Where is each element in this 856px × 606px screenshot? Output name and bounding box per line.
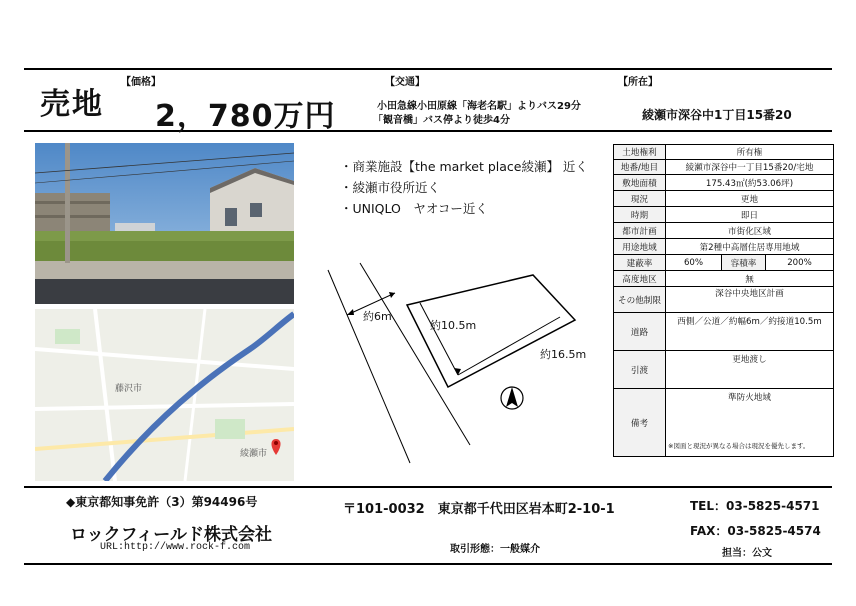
- field-value: 200%: [766, 255, 834, 271]
- field-label: 道路: [614, 313, 666, 351]
- field-value: 更地渡し: [666, 351, 834, 389]
- field-label: 引渡: [614, 351, 666, 389]
- table-row: [614, 175, 834, 191]
- license-number: ◆東京都知事免許（3）第94496号: [66, 495, 258, 509]
- field-label: 高度地区: [614, 271, 666, 287]
- feature-item: ・綾瀬市役所近く: [340, 180, 441, 195]
- company-address: 〒101-0032 東京都千代田区岩本町2-10-1: [343, 502, 615, 517]
- field-value: 深谷中央地区計画: [666, 287, 834, 313]
- table-row: [614, 145, 834, 160]
- map-label: 藤沢市: [115, 383, 143, 393]
- table-row: [614, 287, 834, 313]
- access-line-1: 小田急線小田原線「海老名駅」よりバス29分: [377, 101, 581, 112]
- access-line-2: 「観音橋」バス停より徒歩4分: [373, 115, 510, 126]
- price-value: 2，780万円: [155, 99, 336, 134]
- table-row: [614, 191, 834, 207]
- field-label: 時期: [614, 207, 666, 223]
- table-row: [614, 351, 834, 389]
- property-photo: [35, 143, 294, 304]
- transaction-type: 取引形態：一般媒介: [450, 544, 540, 555]
- field-value: 即日: [666, 207, 834, 223]
- price-label: 【価格】: [121, 77, 161, 88]
- area-map: [35, 309, 294, 481]
- field-value: 無: [666, 271, 834, 287]
- field-label: 地番/地目: [614, 160, 666, 175]
- field-value: [666, 389, 834, 457]
- field-value: 更地: [666, 191, 834, 207]
- company-url[interactable]: URL:http://www.rock-f.com: [100, 542, 251, 553]
- feature-item: ・UNIQLO ヤオコー近く: [340, 201, 488, 216]
- field-label: 都市計画: [614, 223, 666, 239]
- table-row: [614, 313, 834, 351]
- property-info-table: [613, 144, 834, 457]
- features-list: [340, 156, 588, 219]
- feature-item: ・商業施設【the market place綾瀬】 近く: [340, 159, 588, 174]
- table-row: [614, 271, 834, 287]
- field-value: 60%: [666, 255, 722, 271]
- field-value: 綾瀬市深谷中一丁目15番20/宅地: [666, 160, 834, 175]
- notes-disclaimer: ※図面と現況が異なる場合は現況を優先します。: [668, 442, 810, 450]
- field-value: 所有権: [666, 145, 834, 160]
- table-row: [614, 255, 834, 271]
- field-label: 建蔽率: [614, 255, 666, 271]
- field-label: 敷地面積: [614, 175, 666, 191]
- location-label: 【所在】: [618, 77, 658, 88]
- field-label: その他制限: [614, 287, 666, 313]
- field-label: 備考: [614, 389, 666, 457]
- road-width-label: 約6m: [363, 310, 392, 323]
- table-row: [614, 223, 834, 239]
- lot-depth-label: 約16.5m: [540, 348, 587, 361]
- map-label: 綾瀬市: [240, 448, 268, 458]
- lot-width-label: 約10.5m: [430, 319, 477, 332]
- field-label: 現況: [614, 191, 666, 207]
- field-label: 容積率: [722, 255, 766, 271]
- header-bottom-rule: [24, 130, 832, 132]
- table-row: [614, 160, 834, 175]
- top-rule: [24, 68, 832, 70]
- footer-bottom-rule: [24, 563, 832, 565]
- field-value: 市街化区域: [666, 223, 834, 239]
- phone-number: TEL：03-5825-4571: [690, 499, 820, 513]
- contact-person: 担当：公文: [722, 548, 772, 559]
- field-value: 175.43㎡(約53.06坪): [666, 175, 834, 191]
- field-label: 用途地域: [614, 239, 666, 255]
- footer-top-rule: [24, 486, 832, 488]
- fax-number: FAX：03-5825-4574: [690, 524, 821, 538]
- north-arrow-icon: [501, 387, 523, 409]
- location-value: 綾瀬市深谷中1丁目15番20: [642, 108, 792, 122]
- property-type-title: 売地: [40, 87, 104, 122]
- company-name: ロックフィールド株式会社: [70, 525, 272, 545]
- lot-diagram: [320, 255, 610, 475]
- table-row: [614, 207, 834, 223]
- access-label: 【交通】: [385, 77, 425, 88]
- field-label: 土地権利: [614, 145, 666, 160]
- field-value: 西側／公道／約幅6m／約接道10.5m: [666, 313, 834, 351]
- table-row: [614, 239, 834, 255]
- notes-value: 準防火地域: [728, 393, 771, 403]
- field-value: 第2種中高層住居専用地域: [666, 239, 834, 255]
- table-row: [614, 389, 834, 457]
